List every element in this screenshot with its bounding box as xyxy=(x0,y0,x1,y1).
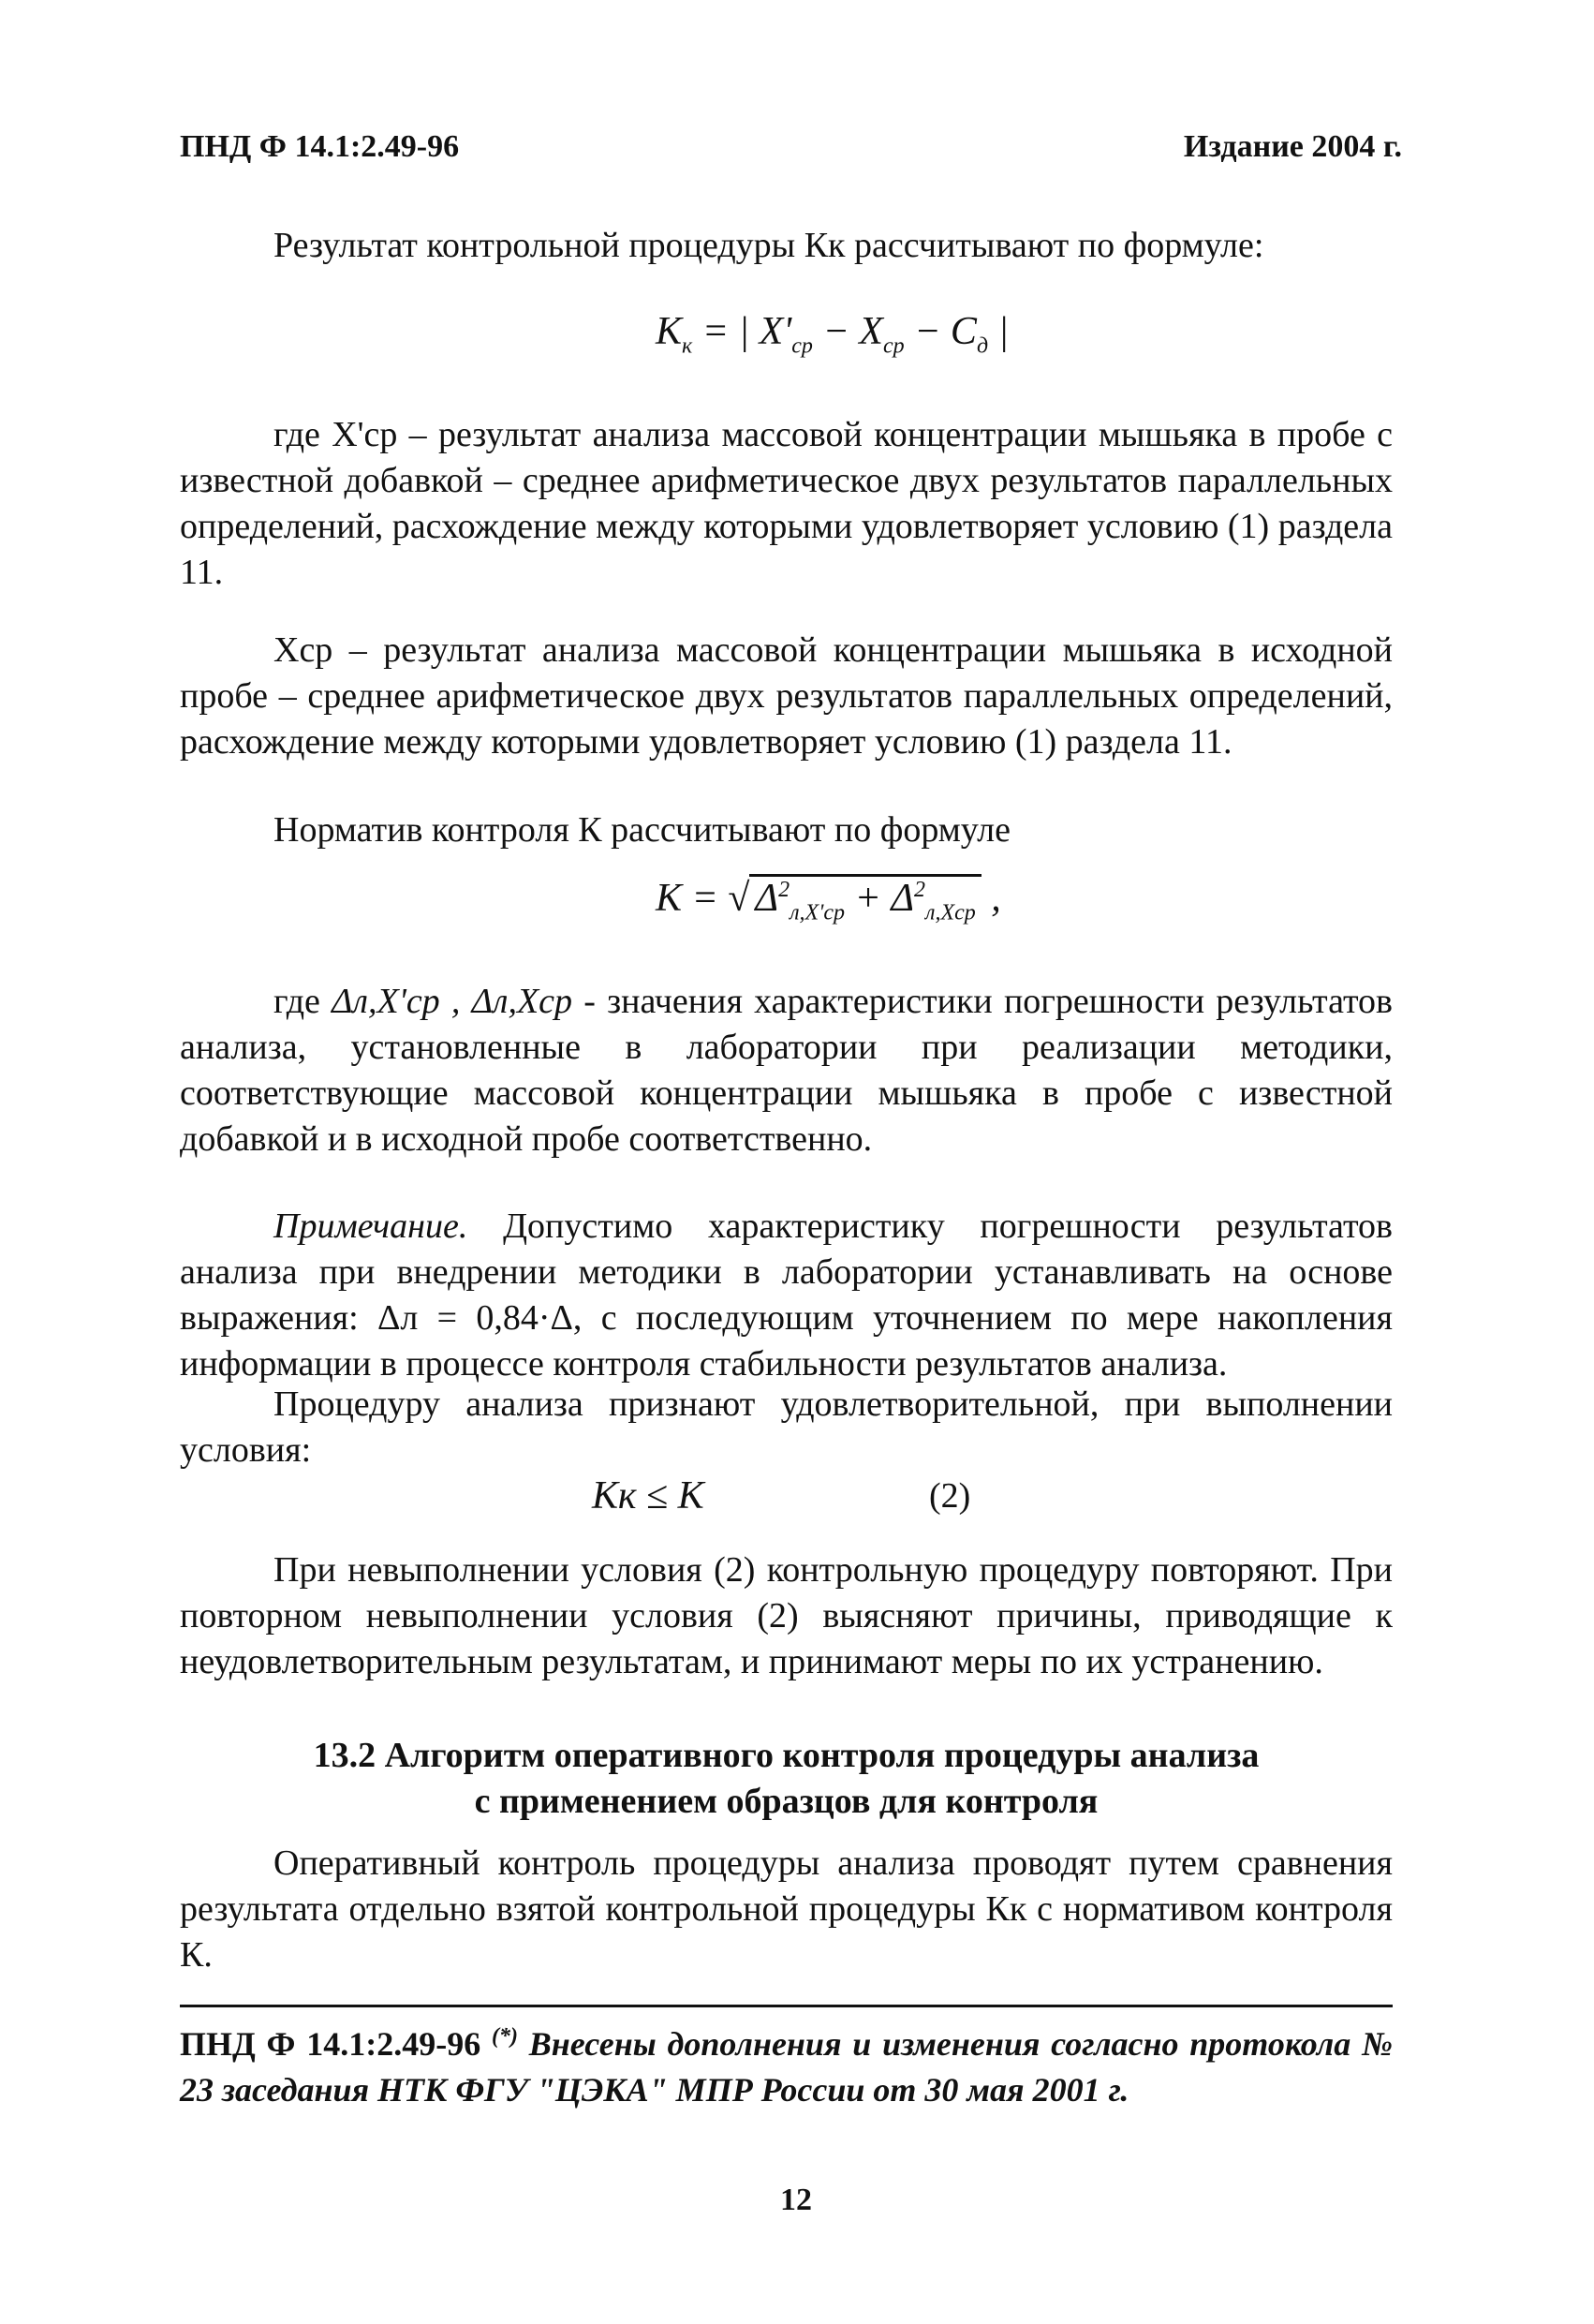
para-norm: Норматив контроля К рассчитывают по формуле xyxy=(273,810,1011,850)
footnote-code: ПНД Ф 14.1:2.49-96 xyxy=(180,2025,481,2063)
footnote xyxy=(180,2014,1393,2113)
para-where-xsr-prime: где X'ср – результат анализа массовой концентрации мышьяка в пробе с известной добавкой – среднее арифметическое двух результатов параллельных определений, расхождение между которыми удовлетворяет условию (1) раздела 11. xyxy=(180,415,1393,592)
para-operative: Оперативный контроль процедуры анализа проводят путем сравнения результата отдельно взятой контрольной процедуры Кк с нормативом контроля К. xyxy=(180,1843,1393,1975)
formula-k: K = √ $\Delta^2_{л,X'ср} + \Delta^2_{л,Xср}$ , xyxy=(656,876,1001,925)
condition-number: (2) xyxy=(929,1476,971,1516)
footnote-mark: (*) xyxy=(492,2024,518,2049)
para-repeat: При невыполнении условия (2) контрольную процедуру повторяют. При повторном невыполнении условия (2) выясняют причины, приводящие к неудовлетворительным результатам, и принимают меры по их устранению. xyxy=(180,1550,1393,1681)
para-accept: Процедуру анализа признают удовлетворительной, при выполнении условия: xyxy=(180,1384,1393,1470)
delta-symbols: Δл,X'ср , Δл,Xср - xyxy=(332,982,596,1021)
para-xsr: Xср – результат анализа массовой концентрации мышьяка в исходной пробе – среднее арифметическое двух результатов параллельных определений, расхождение между которыми удовлетворяет условию (1) раздела 11. xyxy=(180,630,1393,762)
footnote-text: Внесены дополнения и изменения согласно протокола № 23 заседания НТК ФГУ "ЦЭКА" МПР России от 30 мая 2001 г. xyxy=(180,2025,1394,2109)
document-code: ПНД Ф 14.1:2.49-96 xyxy=(180,129,460,164)
condition-formula: Кк ≤ К xyxy=(592,1474,704,1517)
section-heading-line1: 13.2 Алгоритм оперативного контроля процедуры анализа xyxy=(313,1736,1260,1775)
intro-line: Результат контрольной процедуры Кк рассчитывают по формуле: xyxy=(273,226,1264,265)
edition-label: Издание 2004 г. xyxy=(1183,129,1402,164)
footnote-rule xyxy=(180,2005,1393,2007)
para-where-delta xyxy=(180,979,1393,1162)
page-number: 12 xyxy=(780,2183,812,2217)
section-heading xyxy=(180,1733,1393,1825)
where-word: где xyxy=(273,982,320,1021)
note-label: Примечание. xyxy=(273,1206,468,1246)
note-text: Допустимо характеристику погрешности результатов анализа при внедрении методики в лаборатории устанавливать на основе выражения: Δл = 0,84·Δ, с последующим уточнением по мере накопления информации в процессе контроля стабильности результатов анализа. xyxy=(180,1206,1393,1384)
delta-description: значения характеристики погрешности результатов анализа, установленные в лаборатории при реализации методики, соответствующие массовой концентрации мышьяка в пробе с известной добавкой и в исходной пробе соответственно. xyxy=(180,982,1393,1159)
note-paragraph xyxy=(180,1204,1393,1387)
formula-kk: $K_к$ = | $X'_{ср} - X_{ср} - C_д$ | xyxy=(656,310,1010,359)
section-heading-line2: с применением образцов для контроля xyxy=(474,1782,1099,1821)
